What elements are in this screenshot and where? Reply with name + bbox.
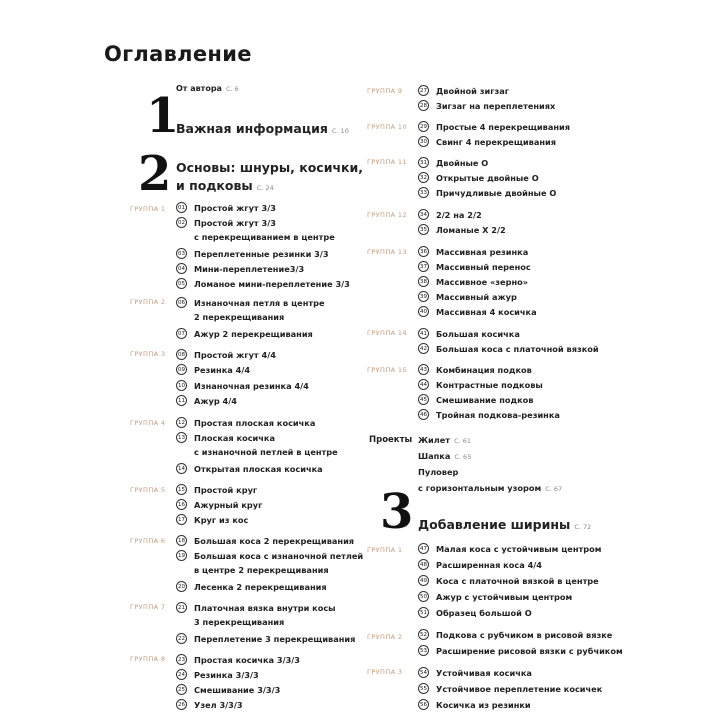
project-item[interactable] <box>418 451 471 461</box>
item-number-badge: 28 <box>418 100 429 111</box>
list-item[interactable] <box>176 697 243 712</box>
group-label: ГРУППА 3 <box>367 668 403 676</box>
item-label: Переплетенные резинки 3/3 <box>194 248 329 259</box>
item-label: Изнаночная петля в центре <box>194 297 325 308</box>
item-number-badge: 49 <box>418 575 429 586</box>
item-label: Простой круг <box>194 484 258 495</box>
item-label: Большая коса с изнаночной петлей <box>194 550 364 561</box>
item-label: 2/2 на 2/2 <box>436 209 482 220</box>
project-item[interactable]: Пуловер <box>418 467 459 477</box>
item-label: Зигзаг на переплетениях <box>436 100 556 111</box>
item-label: Контрастные подковы <box>436 379 543 390</box>
chapter-title[interactable]: Основы: шнуры, косички, <box>176 160 364 175</box>
group-label: ГРУППА 4 <box>130 419 166 427</box>
item-number-badge: 37 <box>418 261 429 272</box>
list-item[interactable] <box>176 667 259 682</box>
chapter-title[interactable] <box>176 178 274 193</box>
item-number-badge: 11 <box>176 395 187 406</box>
item-label: Свинг 4 перекрещивания <box>436 136 556 147</box>
item-label: Мини-переплетение3/3 <box>194 263 305 274</box>
item-label: Ажур с устойчивым центром <box>436 591 573 602</box>
item-label: Простой жгут 3/3 <box>194 217 276 228</box>
item-number-badge: 36 <box>418 246 429 257</box>
item-number-badge: 29 <box>418 121 429 132</box>
item-number-badge: 07 <box>176 328 187 339</box>
item-label-continued: в центре 2 перекрещивания <box>194 565 329 575</box>
list-item[interactable] <box>418 244 528 259</box>
list-item[interactable] <box>176 347 276 362</box>
list-item[interactable] <box>418 155 488 170</box>
group-label: ГРУППА 2 <box>130 298 166 306</box>
item-number-badge: 25 <box>176 684 187 695</box>
item-number-badge: 44 <box>418 379 429 390</box>
list-item[interactable] <box>176 430 275 445</box>
chapter-title[interactable] <box>418 517 591 532</box>
item-number-badge: 21 <box>176 602 187 613</box>
item-label-continued: с изнаночной петлей в центре <box>194 447 338 457</box>
projects-label: Проекты <box>369 435 413 445</box>
group-label: ГРУППА 11 <box>367 158 408 166</box>
item-number-badge: 18 <box>176 535 187 546</box>
item-label: Устойчивое переплетение косичек <box>436 683 603 694</box>
toc-intro[interactable] <box>176 84 239 93</box>
group-label: ГРУППА 14 <box>367 329 408 337</box>
item-number-badge: 03 <box>176 248 187 259</box>
group-label: ГРУППА 10 <box>367 123 408 131</box>
item-number-badge: 32 <box>418 172 429 183</box>
list-item[interactable] <box>418 697 531 712</box>
item-number-badge: 43 <box>418 364 429 375</box>
item-label: Причудливые двойные О <box>436 187 557 198</box>
item-label: Массивная резинка <box>436 246 529 257</box>
item-number-badge: 20 <box>176 581 187 592</box>
item-label: Малая коса с устойчивым центром <box>436 543 602 554</box>
list-item[interactable] <box>176 579 327 594</box>
item-label: Изнаночная резинка 4/4 <box>194 380 309 391</box>
item-number-badge: 51 <box>418 607 429 618</box>
group-label: ГРУППА 5 <box>130 486 166 494</box>
item-label: Большая коса с платочной вязкой <box>436 343 599 354</box>
item-number-badge: 38 <box>418 276 429 287</box>
list-item[interactable] <box>418 98 555 113</box>
group-label: ГРУППА 1 <box>367 546 403 554</box>
item-label: Простой жгут 3/3 <box>194 202 276 213</box>
list-item[interactable] <box>176 415 315 430</box>
item-label-continued: 2 перекрещивания <box>194 312 285 322</box>
list-item[interactable] <box>418 627 612 642</box>
item-number-badge: 26 <box>176 699 187 710</box>
list-item[interactable] <box>176 215 276 230</box>
list-item[interactable] <box>418 557 542 572</box>
item-number-badge: 54 <box>418 667 429 678</box>
list-item[interactable] <box>418 134 556 149</box>
page-title: Оглавление <box>104 42 252 66</box>
chapter-title-text: Важная информация <box>176 121 328 136</box>
item-number-badge: 02 <box>176 217 187 228</box>
item-label-continued: 3 перекрещивания <box>194 617 285 627</box>
list-item[interactable] <box>418 185 556 200</box>
item-number-badge: 17 <box>176 514 187 525</box>
item-number-badge: 16 <box>176 499 187 510</box>
item-label: Круг из кос <box>194 514 249 525</box>
item-label: Большая коса 2 перекрещивания <box>194 535 355 546</box>
item-label: Большая косичка <box>436 328 520 339</box>
item-number-badge: 24 <box>176 669 187 680</box>
page-ref: С. 6 <box>225 85 239 93</box>
group-label: ГРУППА 2 <box>367 633 403 641</box>
item-number-badge: 52 <box>418 629 429 640</box>
item-number-badge: 34 <box>418 209 429 220</box>
item-label: Расширение рисовой вязки с рубчиком <box>436 645 623 656</box>
list-item[interactable] <box>418 170 539 185</box>
item-number-badge: 05 <box>176 278 187 289</box>
item-number-badge: 42 <box>418 343 429 354</box>
item-label: Лесенка 2 перекрещивания <box>194 581 327 592</box>
item-label: Простая косичка 3/3/3 <box>194 654 300 665</box>
item-label: Ажур 2 перекрещивания <box>194 328 313 339</box>
chapter-title-text: Добавление ширины <box>418 517 571 532</box>
page-ref: С. 10 <box>331 127 349 135</box>
item-label: Резинка 4/4 <box>194 364 251 375</box>
item-label: Массивная 4 косичка <box>436 306 537 317</box>
list-item[interactable] <box>176 512 248 527</box>
item-number-badge: 19 <box>176 550 187 561</box>
list-item[interactable] <box>418 377 543 392</box>
page-ref: С. 24 <box>256 184 274 192</box>
group-label: ГРУППА 15 <box>367 366 408 374</box>
item-label: Косичка из резинки <box>436 699 531 710</box>
item-label: Двойной зигзаг <box>436 85 510 96</box>
page-ref: С. 67 <box>545 485 563 493</box>
item-number-badge: 27 <box>418 85 429 96</box>
chapter-number: 2 <box>138 146 172 202</box>
item-label: Устойчивая косичка <box>436 667 532 678</box>
list-item[interactable] <box>176 482 257 497</box>
item-number-badge: 48 <box>418 559 429 570</box>
item-number-badge: 53 <box>418 645 429 656</box>
item-label: Расширенная коса 4/4 <box>436 559 542 570</box>
item-number-badge: 30 <box>418 136 429 147</box>
list-item[interactable] <box>418 392 533 407</box>
chapter-title-text: и подковы <box>176 178 253 193</box>
page-ref: С. 61 <box>454 437 472 445</box>
item-number-badge: 08 <box>176 349 187 360</box>
item-label: Простые 4 перекрещивания <box>436 121 571 132</box>
item-number-badge: 39 <box>418 291 429 302</box>
list-item[interactable] <box>418 681 602 696</box>
intro-label: От автора <box>176 84 222 93</box>
group-label: ГРУППА 6 <box>130 537 166 545</box>
list-item[interactable] <box>418 274 528 289</box>
list-item[interactable] <box>176 631 355 646</box>
item-number-badge: 14 <box>176 463 187 474</box>
project-label: Шапка <box>418 451 451 461</box>
project-item-continued[interactable] <box>418 483 562 493</box>
item-number-badge: 50 <box>418 591 429 602</box>
item-label: Открытая плоская косичка <box>194 463 323 474</box>
item-label: Простой жгут 4/4 <box>194 349 276 360</box>
project-label: Жилет <box>418 435 451 445</box>
group-label: ГРУППА 7 <box>130 603 166 611</box>
chapter-number: 3 <box>380 484 414 540</box>
item-label: Плоская косичка <box>194 432 275 443</box>
group-label: ГРУППА 13 <box>367 248 408 256</box>
item-number-badge: 40 <box>418 306 429 317</box>
item-label: Тройная подкова-резинка <box>436 409 560 420</box>
item-number-badge: 35 <box>418 224 429 235</box>
page-ref: С. 65 <box>454 453 472 461</box>
list-item[interactable] <box>418 589 572 604</box>
project-label: с горизонтальным узором <box>418 483 542 493</box>
list-item[interactable] <box>418 643 623 658</box>
group-label: ГРУППА 8 <box>130 655 166 663</box>
list-item[interactable] <box>418 407 560 422</box>
item-number-badge: 15 <box>176 484 187 495</box>
item-label: Резинка 3/3/3 <box>194 669 259 680</box>
item-label: Переплетение 3 перекрещивания <box>194 633 356 644</box>
item-number-badge: 09 <box>176 364 187 375</box>
group-label: ГРУППА 3 <box>130 350 166 358</box>
group-label: ГРУППА 1 <box>130 205 166 213</box>
item-label: Комбинация подков <box>436 364 532 375</box>
list-item[interactable] <box>418 541 601 556</box>
list-item[interactable] <box>176 497 262 512</box>
list-item[interactable] <box>176 461 323 476</box>
list-item[interactable] <box>176 362 250 377</box>
list-item[interactable] <box>176 326 313 341</box>
item-label: Ажур 4/4 <box>194 395 237 406</box>
list-item[interactable] <box>418 119 570 134</box>
item-label-continued: с перекрещиванием в центре <box>194 232 335 242</box>
item-number-badge: 23 <box>176 654 187 665</box>
item-label: Массивное «зерно» <box>436 276 529 287</box>
project-item[interactable] <box>418 435 471 445</box>
item-number-badge: 22 <box>176 633 187 644</box>
chapter-number: 1 <box>146 88 180 144</box>
list-item[interactable] <box>176 200 276 215</box>
item-number-badge: 10 <box>176 380 187 391</box>
list-item[interactable] <box>176 276 350 291</box>
item-number-badge: 56 <box>418 699 429 710</box>
list-item[interactable] <box>176 393 237 408</box>
list-item[interactable] <box>176 548 363 563</box>
item-label: Простая плоская косичка <box>194 417 316 428</box>
item-number-badge: 55 <box>418 683 429 694</box>
list-item[interactable] <box>418 259 531 274</box>
item-label: Образец большой О <box>436 607 532 618</box>
item-number-badge: 31 <box>418 157 429 168</box>
list-item[interactable] <box>418 222 506 237</box>
group-label: ГРУППА 9 <box>367 87 403 95</box>
list-item[interactable] <box>418 304 537 319</box>
item-number-badge: 01 <box>176 202 187 213</box>
page-ref: С. 72 <box>574 523 592 531</box>
item-label: Смешивание подков <box>436 394 534 405</box>
item-label: Двойные О <box>436 157 489 168</box>
item-label: Ломаные Х 2/2 <box>436 224 506 235</box>
item-label: Ажурный круг <box>194 499 263 510</box>
item-number-badge: 04 <box>176 263 187 274</box>
list-item[interactable] <box>418 341 599 356</box>
list-item[interactable] <box>176 261 304 276</box>
item-number-badge: 12 <box>176 417 187 428</box>
list-item[interactable] <box>418 83 509 98</box>
list-item[interactable] <box>418 289 517 304</box>
list-item[interactable] <box>176 378 309 393</box>
item-number-badge: 46 <box>418 409 429 420</box>
item-number-badge: 33 <box>418 187 429 198</box>
list-item[interactable] <box>176 652 300 667</box>
group-label: ГРУППА 12 <box>367 211 408 219</box>
item-number-badge: 45 <box>418 394 429 405</box>
item-label: Подкова с рубчиком в рисовой вязке <box>436 629 613 640</box>
item-number-badge: 47 <box>418 543 429 554</box>
list-item[interactable] <box>176 533 354 548</box>
list-item[interactable] <box>176 600 336 615</box>
item-label: Узел 3/3/3 <box>194 699 243 710</box>
item-label: Коса с платочной вязкой в центре <box>436 575 599 586</box>
item-label: Смешивание 3/3/3 <box>194 684 281 695</box>
item-label: Массивный перенос <box>436 261 531 272</box>
list-item[interactable] <box>418 573 599 588</box>
item-label: Платочная вязка внутри косы <box>194 602 336 613</box>
item-label: Ломаное мини-переплетение 3/3 <box>194 278 350 289</box>
item-label: Открытые двойные О <box>436 172 539 183</box>
list-item[interactable] <box>176 682 280 697</box>
list-item[interactable] <box>418 326 520 341</box>
item-label: Массивный ажур <box>436 291 517 302</box>
chapter-title[interactable] <box>176 121 349 136</box>
list-item[interactable] <box>418 362 532 377</box>
list-item[interactable] <box>176 246 329 261</box>
item-number-badge: 13 <box>176 432 187 443</box>
item-number-badge: 06 <box>176 297 187 308</box>
list-item[interactable] <box>418 665 532 680</box>
item-number-badge: 41 <box>418 328 429 339</box>
list-item[interactable] <box>418 207 482 222</box>
list-item[interactable] <box>176 295 325 310</box>
list-item[interactable] <box>418 605 532 620</box>
